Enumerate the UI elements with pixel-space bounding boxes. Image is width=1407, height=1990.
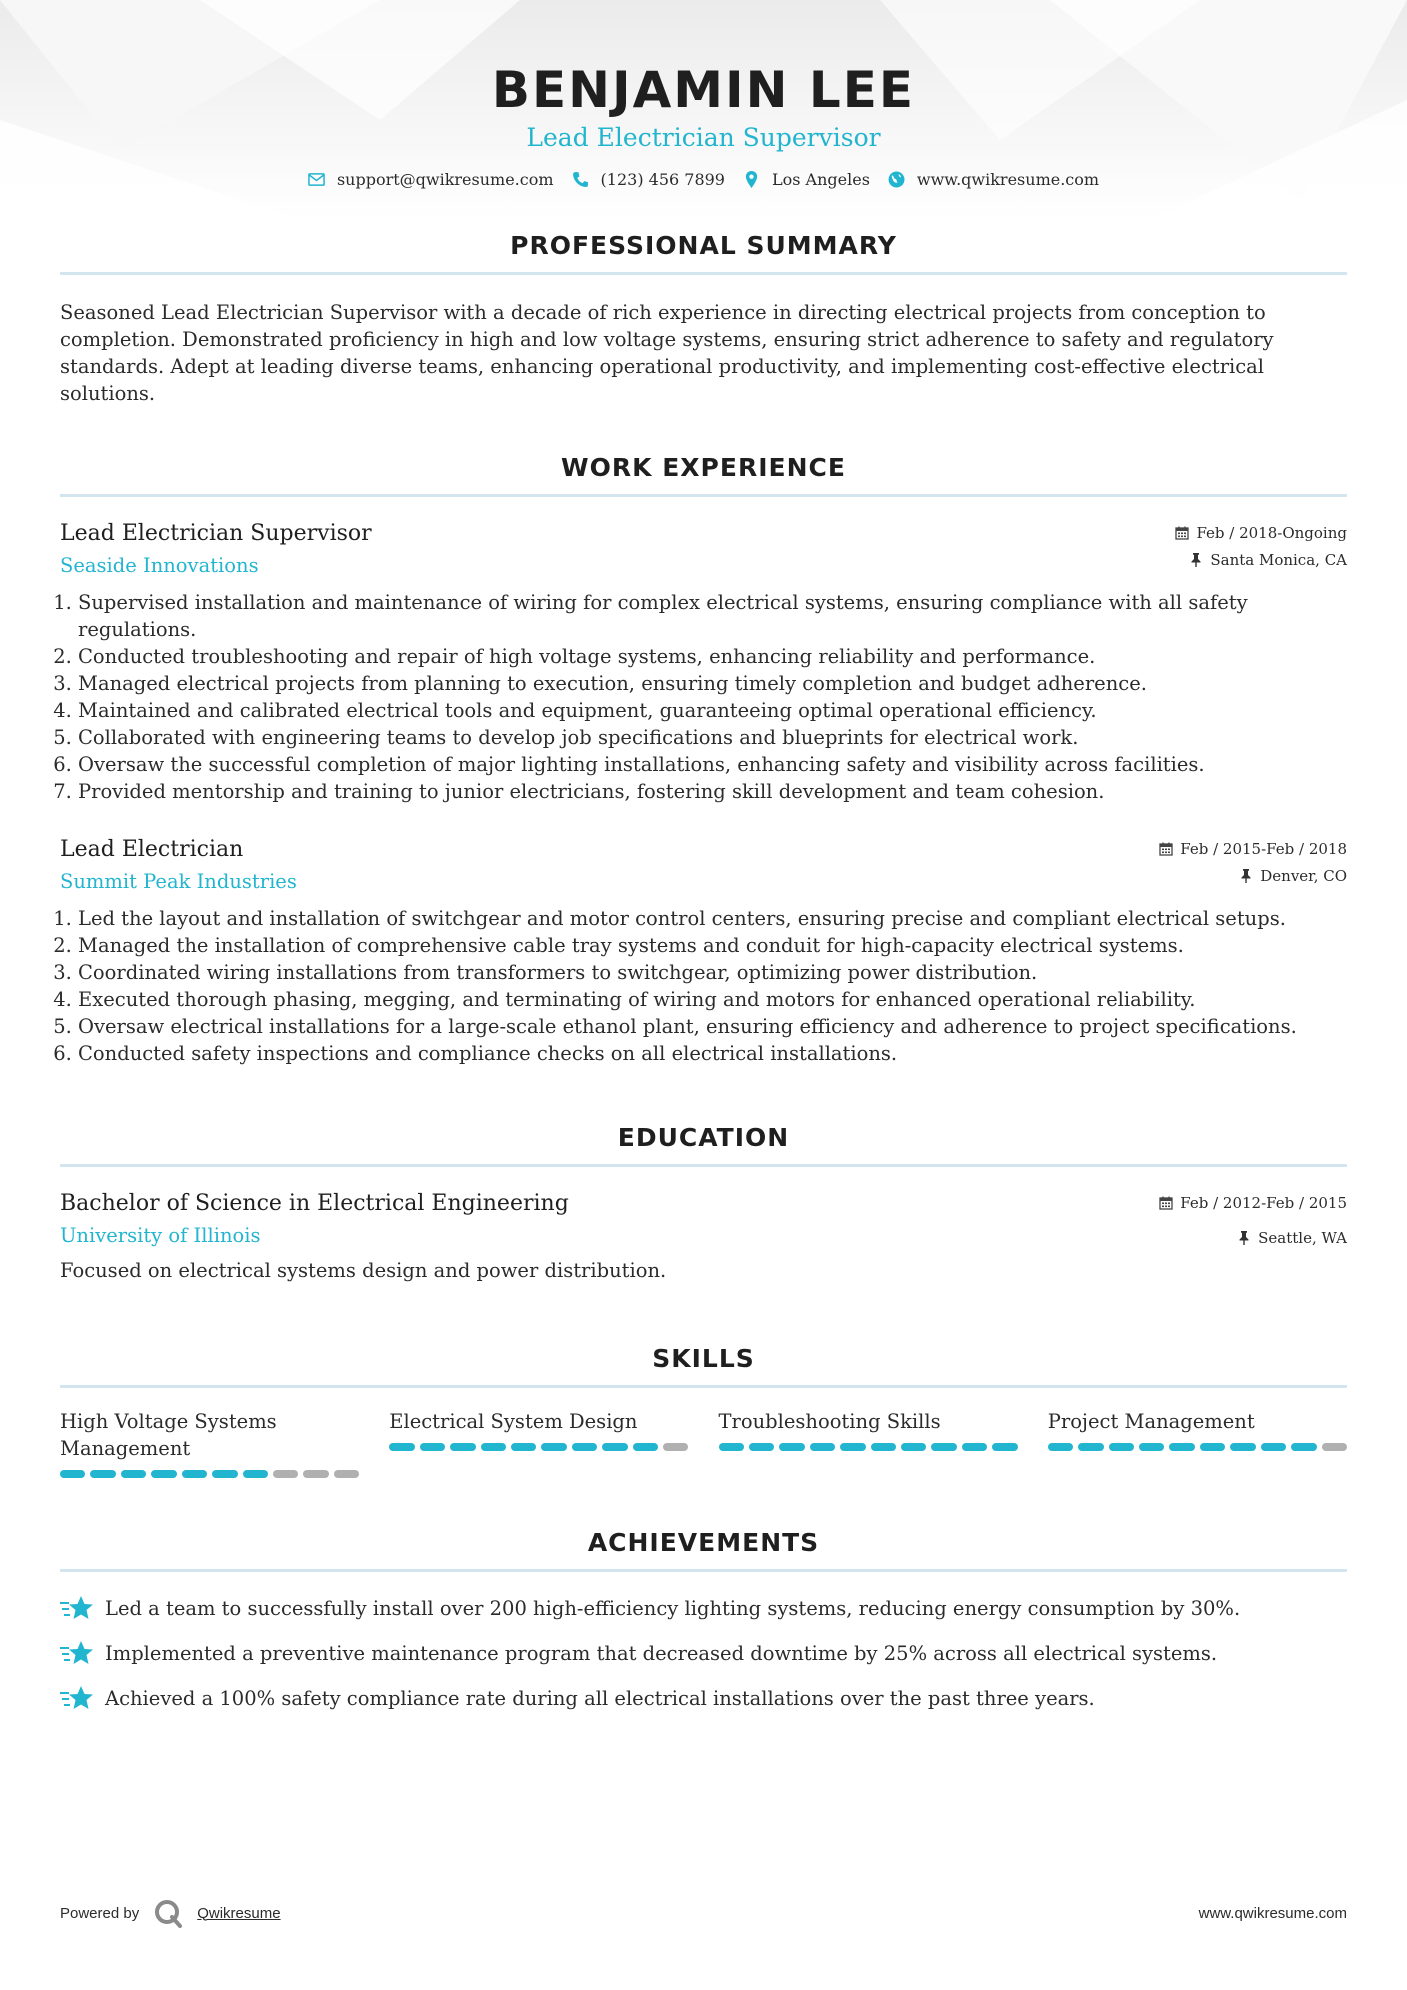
skill-name: Electrical System Design (389, 1410, 638, 1433)
contact-location (743, 170, 870, 189)
achievement-item (60, 1639, 1347, 1667)
contact-website[interactable] (888, 170, 1099, 189)
skill-segment-filled (931, 1443, 956, 1451)
skill-segment-filled (151, 1470, 176, 1478)
phone-icon (572, 171, 589, 188)
job-location: Denver, CO (1260, 866, 1347, 885)
skill-segment-filled (481, 1443, 506, 1451)
calendar-icon (1159, 1196, 1173, 1210)
job-responsibilities (60, 589, 1347, 805)
skill-segment-empty (1322, 1443, 1347, 1451)
pushpin-icon (1237, 1231, 1251, 1245)
contact-email-text: support@qwikresume.com (336, 170, 554, 189)
school-name: University of Illinois (60, 1224, 261, 1247)
job-title: Lead Electrician (60, 837, 244, 862)
envelope-icon (308, 171, 325, 188)
skill-level-bar (719, 1443, 1018, 1451)
skill-segment-filled (1261, 1443, 1286, 1451)
skill-segment-filled (90, 1470, 115, 1478)
list-item: 1. Led the layout and installation of switchgear and motor control centers, ensuring precise and compliant electrical setups. (78, 905, 1347, 932)
skill-segment-filled (1230, 1443, 1255, 1451)
skill-segment-filled (779, 1443, 804, 1451)
skill-segment-filled (60, 1470, 85, 1478)
job-date: Feb / 2015-Feb / 2018 (1180, 839, 1347, 858)
page-footer (60, 1898, 1347, 1928)
calendar-icon (1175, 526, 1189, 540)
list-item: 2. Managed the installation of comprehensive cable tray systems and conduit for high-capacity electrical systems. (78, 932, 1347, 959)
pushpin-icon (1239, 869, 1253, 883)
list-item: 4. Executed thorough phasing, megging, and terminating of wiring and motors for enhanced operational reliability. (78, 986, 1347, 1013)
resume-header (60, 0, 1347, 189)
skill-name: Project Management (1047, 1410, 1255, 1433)
job-entry (60, 835, 1347, 1067)
skill-segment-filled (1109, 1443, 1134, 1451)
list-item: 5. Collaborated with engineering teams to develop job specifications and blueprints for electrical work. (78, 724, 1347, 751)
skill-segment-filled (1291, 1443, 1316, 1451)
skill-segment-filled (420, 1443, 445, 1451)
contact-website-text: www.qwikresume.com (916, 170, 1100, 189)
summary-section (60, 231, 1347, 407)
skill-segment-filled (121, 1470, 146, 1478)
contact-email[interactable] (308, 170, 554, 189)
skill-segment-filled (871, 1443, 896, 1451)
achievement-item (60, 1594, 1347, 1622)
education-date: Feb / 2012-Feb / 2015 (1180, 1193, 1347, 1212)
qwikresume-link[interactable]: Qwikresume (197, 1904, 281, 1922)
list-item: 3. Managed electrical projects from planning to execution, ensuring timely completion and budget adherence. (78, 670, 1347, 697)
achievements-section (60, 1528, 1347, 1712)
pushpin-icon (1189, 553, 1203, 567)
skill-segment-filled (182, 1470, 207, 1478)
skill-level-bar (389, 1443, 688, 1451)
job-date: Feb / 2018-Ongoing (1196, 523, 1347, 542)
skill-segment-empty (303, 1470, 328, 1478)
skill-level-bar (1048, 1443, 1347, 1451)
education-heading: EDUCATION (60, 1123, 1347, 1167)
skill-segment-filled (243, 1470, 268, 1478)
star-icon (60, 1594, 93, 1622)
job-company: Seaside Innovations (60, 554, 259, 577)
job-title: Lead Electrician Supervisor (60, 521, 372, 546)
powered-by-label: Powered by (60, 1904, 140, 1922)
skill-segment-filled (962, 1443, 987, 1451)
list-item: 2. Conducted troubleshooting and repair of high voltage systems, enhancing reliability and performance. (78, 643, 1347, 670)
skill-segment-filled (1048, 1443, 1073, 1451)
skill-name: High Voltage Systems Management (60, 1410, 277, 1460)
list-item: 7. Provided mentorship and training to junior electricians, fostering skill development and team cohesion. (78, 778, 1347, 805)
education-location: Seattle, WA (1258, 1228, 1347, 1247)
skill-segment-filled (901, 1443, 926, 1451)
achievement-text: Implemented a preventive maintenance program that decreased downtime by 25% across all electrical systems. (105, 1641, 1218, 1665)
achievement-text: Led a team to successfully install over 200 high-efficiency lighting systems, reducing energy consumption by 30%. (105, 1596, 1241, 1620)
achievement-text: Achieved a 100% safety compliance rate during all electrical installations over the past three years. (105, 1686, 1095, 1710)
contact-phone[interactable] (572, 170, 725, 189)
footer-url[interactable]: www.qwikresume.com (1198, 1904, 1347, 1922)
skill-segment-filled (1139, 1443, 1164, 1451)
skill-segment-filled (1169, 1443, 1194, 1451)
contact-phone-text: (123) 456 7899 (600, 170, 725, 189)
contact-bar (60, 170, 1347, 189)
skill-segment-filled (511, 1443, 536, 1451)
skill-segment-filled (633, 1443, 658, 1451)
list-item: 5. Oversaw electrical installations for a large-scale ethanol plant, ensuring efficiency and adherence to project specifications. (78, 1013, 1347, 1040)
skill-item (60, 1408, 359, 1478)
skill-segment-filled (1078, 1443, 1103, 1451)
skill-segment-filled (840, 1443, 865, 1451)
skill-level-bar (60, 1470, 359, 1478)
qwikresume-logo-icon (153, 1898, 183, 1928)
skill-segment-filled (749, 1443, 774, 1451)
summary-heading: PROFESSIONAL SUMMARY (60, 231, 1347, 275)
degree-title: Bachelor of Science in Electrical Engineering (60, 1191, 569, 1216)
map-marker-icon (743, 171, 760, 188)
education-entry (60, 1189, 1347, 1284)
skill-item (1048, 1408, 1347, 1478)
skill-segment-filled (602, 1443, 627, 1451)
globe-icon (888, 171, 905, 188)
list-item: 6. Conducted safety inspections and compliance checks on all electrical installations. (78, 1040, 1347, 1067)
skill-segment-empty (334, 1470, 359, 1478)
job-company: Summit Peak Industries (60, 870, 297, 893)
list-item: 6. Oversaw the successful completion of major lighting installations, enhancing safety and visibility across facilities. (78, 751, 1347, 778)
skill-segment-filled (450, 1443, 475, 1451)
skills-heading: SKILLS (60, 1344, 1347, 1388)
job-entry (60, 519, 1347, 805)
job-location: Santa Monica, CA (1210, 550, 1347, 569)
experience-heading: WORK EXPERIENCE (60, 453, 1347, 497)
calendar-icon (1159, 842, 1173, 856)
list-item: 3. Coordinated wiring installations from transformers to switchgear, optimizing power distribution. (78, 959, 1347, 986)
summary-text: Seasoned Lead Electrician Supervisor with a decade of rich experience in directing electrical projects from conception to completion. Demonstrated proficiency in high and low voltage systems, ensuring strict adherence to safety and regulatory standards. Adept at leading diverse teams, enhancing operational productivity, and implementing cost-effective electrical solutions. (60, 301, 1274, 405)
star-icon (60, 1684, 93, 1712)
achievement-item (60, 1684, 1347, 1712)
skill-segment-empty (273, 1470, 298, 1478)
skill-name: Troubleshooting Skills (718, 1410, 941, 1433)
list-item: 4. Maintained and calibrated electrical tools and equipment, guaranteeing optimal operational efficiency. (78, 697, 1347, 724)
experience-section (60, 453, 1347, 1067)
skills-section (60, 1344, 1347, 1478)
skill-segment-filled (572, 1443, 597, 1451)
contact-location-text: Los Angeles (771, 170, 870, 189)
skill-segment-filled (389, 1443, 414, 1451)
skill-segment-filled (1200, 1443, 1225, 1451)
candidate-name: BENJAMIN LEE (491, 61, 916, 119)
skill-item (719, 1408, 1018, 1478)
list-item: 1. Supervised installation and maintenance of wiring for complex electrical systems, ensuring compliance with all safety regulations. (78, 589, 1347, 643)
skill-item (389, 1408, 688, 1478)
skill-segment-filled (719, 1443, 744, 1451)
star-icon (60, 1639, 93, 1667)
candidate-title: Lead Electrician Supervisor (526, 123, 881, 152)
skill-segment-empty (663, 1443, 688, 1451)
skill-segment-filled (992, 1443, 1017, 1451)
job-responsibilities (60, 905, 1347, 1067)
education-section (60, 1123, 1347, 1284)
skill-segment-filled (810, 1443, 835, 1451)
skill-segment-filled (541, 1443, 566, 1451)
skill-segment-filled (212, 1470, 237, 1478)
education-description: Focused on electrical systems design and power distribution. (60, 1259, 667, 1282)
achievements-heading: ACHIEVEMENTS (60, 1528, 1347, 1572)
